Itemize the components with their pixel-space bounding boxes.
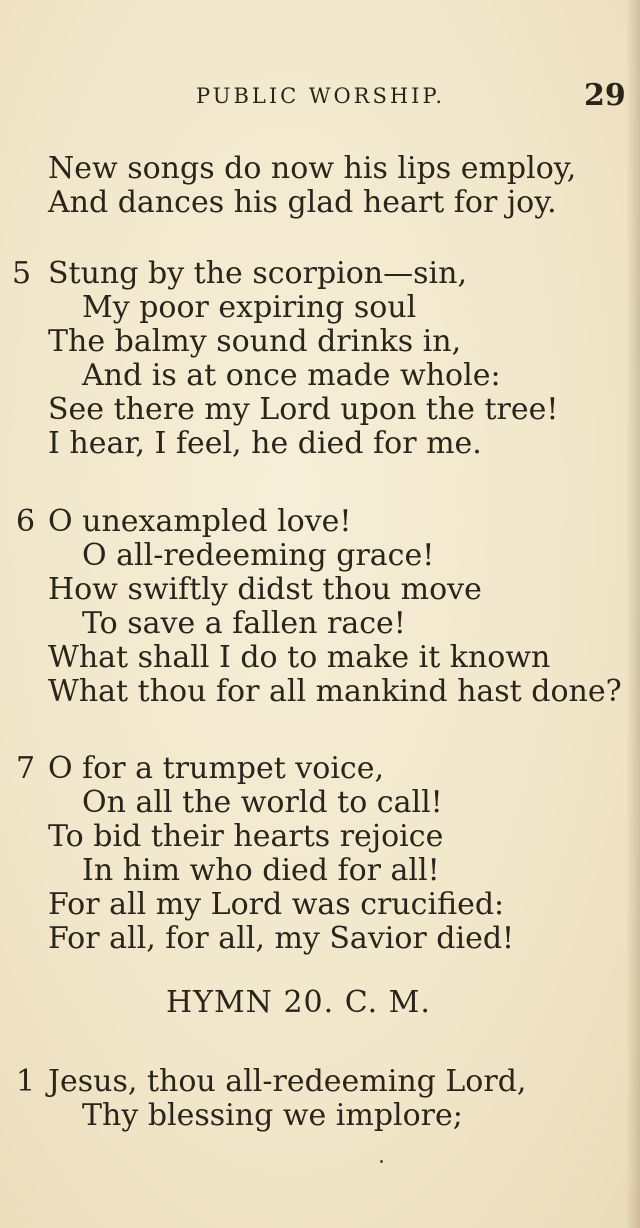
verse-line: What shall I do to make it known xyxy=(48,640,551,675)
verse-line: Stung by the scorpion—sin, xyxy=(48,256,467,291)
verse-line: Thy blessing we implore; xyxy=(82,1098,463,1133)
hymn-heading: HYMN 20. C. M. xyxy=(166,985,431,1020)
verse-line: Jesus, thou all-redeeming Lord, xyxy=(48,1064,527,1099)
stanza-number: 6 xyxy=(16,504,36,539)
verse-line: How swiftly didst thou move xyxy=(48,572,482,607)
verse-line: O for a trumpet voice, xyxy=(48,751,385,786)
verse-line: The balmy sound drinks in, xyxy=(48,324,462,359)
verse-line: New songs do now his lips employ, xyxy=(48,151,577,186)
verse-line: O all-redeeming grace! xyxy=(82,538,435,573)
page-number: 29 xyxy=(584,78,626,113)
verse-line: And dances his glad heart for joy. xyxy=(48,185,557,220)
verse-line: In him who died for all! xyxy=(82,853,440,888)
verse-line: To bid their hearts rejoice xyxy=(48,819,444,854)
verse-line: What thou for all mankind hast done? xyxy=(48,674,622,709)
verse-line: See there my Lord upon the tree! xyxy=(48,392,559,427)
verse-line: For all my Lord was crucified: xyxy=(48,887,505,922)
verse-line: For all, for all, my Savior died! xyxy=(48,921,515,956)
page-edge-shadow xyxy=(626,0,640,1228)
stanza-number: 7 xyxy=(16,751,36,786)
verse-line: And is at once made whole: xyxy=(82,358,501,393)
ink-speck xyxy=(380,1160,383,1163)
verse-line: I hear, I feel, he died for me. xyxy=(48,426,482,461)
stanza-number: 1 xyxy=(16,1064,36,1099)
running-head: PUBLIC WORSHIP. xyxy=(196,84,446,108)
stanza-number: 5 xyxy=(12,256,32,291)
verse-line: On all the world to call! xyxy=(82,785,443,820)
verse-line: O unexampled love! xyxy=(48,504,352,539)
verse-line: To save a fallen race! xyxy=(82,606,406,641)
verse-line: My poor expiring soul xyxy=(82,290,417,325)
